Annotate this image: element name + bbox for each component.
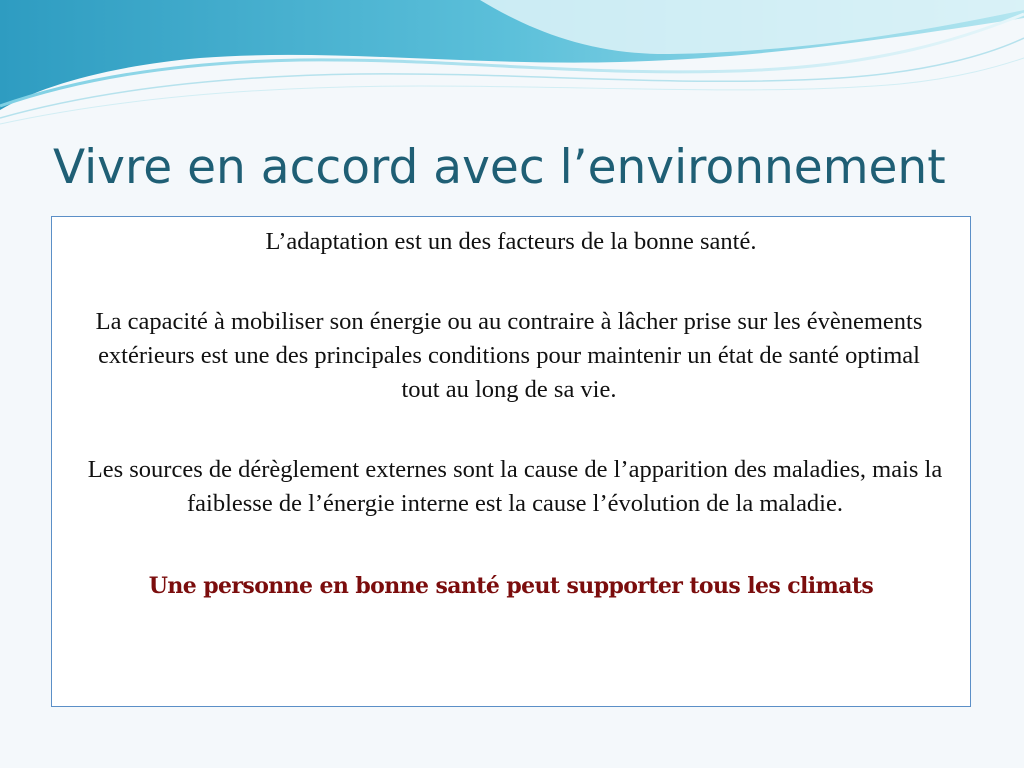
content-box bbox=[51, 216, 971, 707]
slide-title: Vivre en accord avec l’environnement bbox=[53, 140, 946, 195]
paragraph-disease-sources: Les sources de dérèglement externes sont la cause de l’apparition des maladies, mais la faiblesse de l’énergie interne est la cause l’évolution de la maladie. bbox=[87, 456, 943, 517]
paragraph-energy-capacity: La capacité à mobiliser son énergie ou au contraire à lâcher prise sur les évènements extérieurs est une des principales conditions pour maintenir un état de santé optimal tout au long de sa vie. bbox=[95, 308, 923, 403]
header-wave-decoration bbox=[0, 0, 1024, 130]
paragraph-adaptation: L’adaptation est un des facteurs de la bonne santé. bbox=[265, 228, 757, 255]
highlight-statement: Une personne en bonne santé peut supporter tous les climats bbox=[148, 573, 874, 599]
